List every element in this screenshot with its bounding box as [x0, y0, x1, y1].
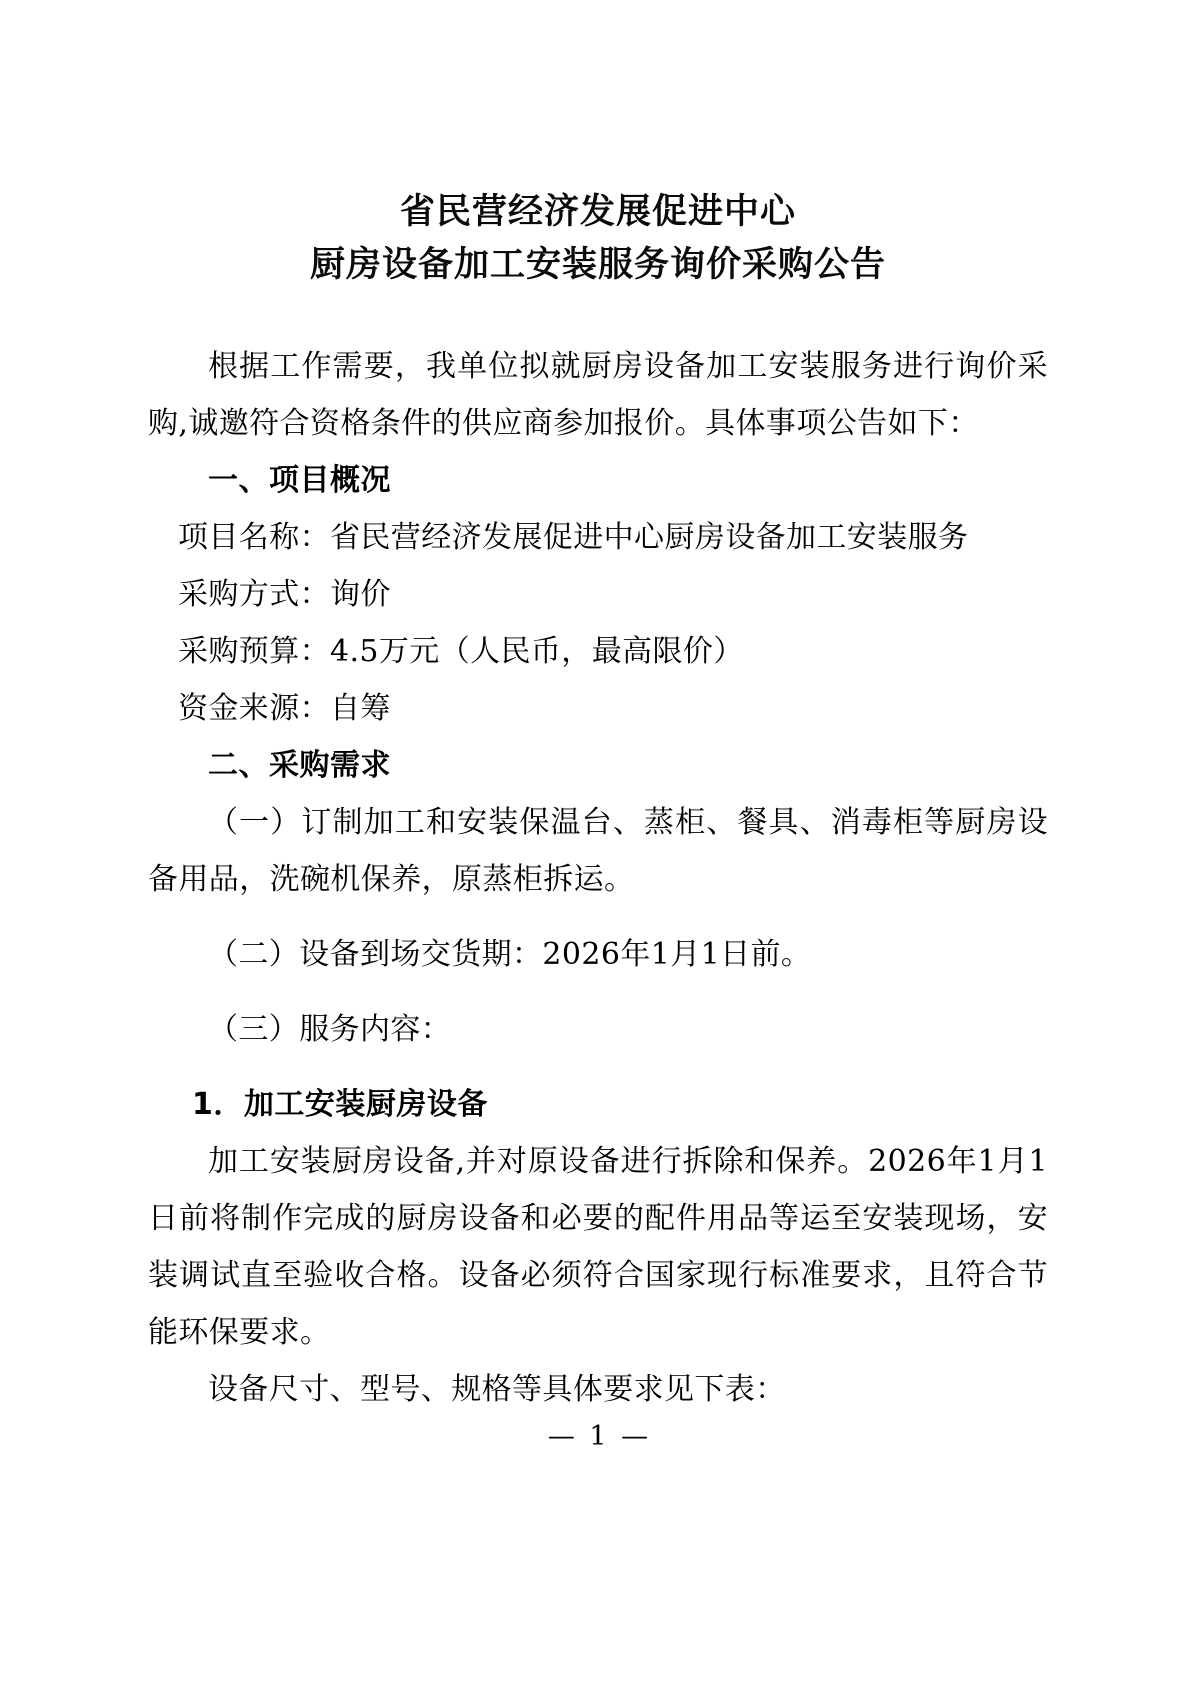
- title-line-2: 厨房设备加工安装服务询价采购公告: [309, 245, 886, 285]
- budget-line: 采购预算：4.5万元（人民币，最高限价）: [178, 634, 744, 669]
- requirement-item-three: （三）服务内容：: [208, 1012, 452, 1047]
- title-line-1: 省民营经济发展促进中心: [399, 192, 796, 232]
- procurement-method-line: 采购方式：询价: [178, 577, 391, 612]
- subsection-1-paragraph: 加工安装厨房设备,并对原设备进行拆除和保养。2026年1月1日前将制作完成的厨房设备和必要的配件用品等运至安装现场，安装调试直至验收合格。设备必须符合国家现行标准要求，且符合节能环保要求。: [148, 1144, 1048, 1350]
- document-body: [148, 338, 1048, 1418]
- requirement-item-one: （一）订制加工和安装保温台、蒸柜、餐具、消毒柜等厨房设备用品，洗碗机保养，原蒸柜拆运。: [148, 805, 1048, 897]
- funding-source-line: 资金来源：自筹: [178, 691, 391, 726]
- subsection-1-heading: 1．加工安装厨房设备: [192, 1087, 488, 1122]
- section-1-heading: 一、项目概况: [208, 463, 391, 498]
- page-number: — 1 —: [547, 1421, 652, 1452]
- page-content: [148, 0, 1048, 1418]
- document-title: [148, 0, 1048, 292]
- section-2-heading: 二、采购需求: [208, 748, 391, 783]
- subsection-1-paragraph-2: 设备尺寸、型号、规格等具体要求见下表：: [208, 1372, 786, 1407]
- requirement-item-two: （二）设备到场交货期：2026年1月1日前。: [208, 937, 812, 972]
- project-name-line: 项目名称：省民营经济发展促进中心厨房设备加工安装服务: [178, 520, 969, 555]
- intro-paragraph: 根据工作需要，我单位拟就厨房设备加工安装服务进行询价采购,诚邀符合资格条件的供应商参加报价。具体事项公告如下：: [148, 349, 1048, 441]
